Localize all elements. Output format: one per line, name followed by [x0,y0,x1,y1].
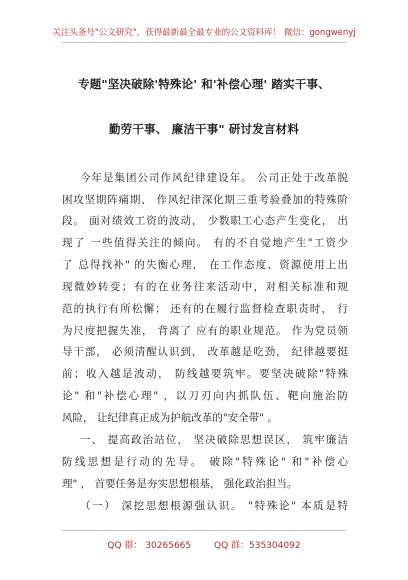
body-line: 现微妙转变；有的在业务往来活动中，对相关标准和规 [62,281,348,293]
body-line: 范的执行有所松懈； 还有的在履行监督检查职责时， 行 [62,303,348,315]
body-line: 一、 提高政治站位， 坚决破除思想误区， 筑牢廉洁 [80,434,348,446]
page-footer [0,538,408,551]
document-title-line-2: 勤劳干事、 廉洁干事" 研讨发言材料 [108,122,300,136]
body-line: 导干部， 必须清醒认识到， 改革越是吃劲， 纪律越要挺 [62,346,348,358]
body-line: 理" ， 首要任务是夯实思想根基， 强化政治担当。 [62,478,298,490]
body-line: 今年是集团公司作风纪律建设年。 公司正处于改革脱 [80,172,348,184]
body-line: 论" 和"补偿心理" ，以刀刃向内抓队伍、靶向施治防 [62,390,348,402]
body-line: 段。 面对绩效工资的波动， 少数职工心态产生变化， 出 [62,215,348,227]
footer-qq-group-2: QQ 群：535304092 [214,541,301,551]
header-divider [62,42,346,43]
document-title-line-1: 专题"坚决破除'特殊论' 和'补偿心理' 踏实干事、 [78,77,330,91]
body-line: 为尺度把握失准， 背离了 应有的职业规范。 作为党员领 [62,325,348,337]
page-header [0,0,408,50]
body-line: 防线思想是行动的先导。 破除"特殊论" 和"补偿心 [62,456,348,468]
header-promo-text: 关注头条号"公文研究"，获得最新最全最专业的公文资料库！ 微信：gongwenyj [52,28,356,38]
body-line: 困攻坚期阵痛期、 作风纪律深化期三重考验叠加的特殊阶 [62,194,348,206]
footer-divider [62,530,346,531]
footer-qq-group-1: QQ 群： 30265665 [107,541,192,551]
body-line: 现了 一些值得关注的倾向。 有的不自觉地产生"工资少 [62,237,348,249]
body-line: 风险， 让纪律真正成为护航改革的"安全带" 。 [62,412,278,424]
body-line: 前；收入越是波动， 防线越要筑牢。要坚决破除"特殊 [62,368,348,380]
body-line: （一） 深挖思想根源强认识。 "特殊论" 本质是特 [80,500,348,512]
body-line: 了 总得找补" 的失衡心理， 在工作态度、资源使用上出 [62,259,348,271]
